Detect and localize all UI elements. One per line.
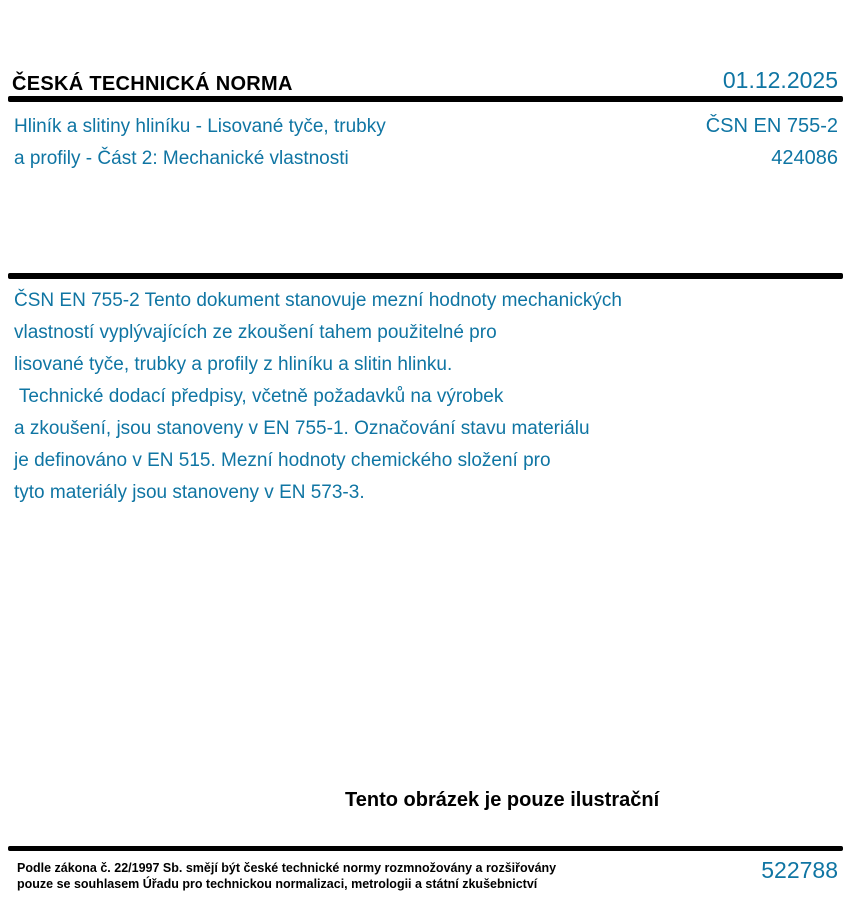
legal-notice-line-2: pouze se souhlasem Úřadu pro technickou normalizaci, metrologii a státní zkušebnictví: [17, 877, 538, 891]
legal-notice: [17, 860, 556, 892]
abstract-divider: [8, 273, 843, 279]
abstract-line: ČSN EN 755-2 Tento dokument stanovuje mezní hodnoty mechanických: [14, 290, 622, 311]
document-title: [14, 111, 386, 175]
abstract-text: [14, 285, 622, 509]
document-codes: [706, 110, 838, 174]
document-title-line-1: Hliník a slitiny hliníku - Lisované tyče, trubky: [14, 116, 386, 137]
illustration-note: Tento obrázek je pouze ilustrační: [345, 789, 660, 811]
document-title-line-2: a profily - Část 2: Mechanické vlastnosti: [14, 148, 349, 169]
standard-code: ČSN EN 755-2: [705, 115, 838, 137]
abstract-line: je definováno v EN 515. Mezní hodnoty chemického složení pro: [14, 450, 551, 471]
catalog-number: 424086: [771, 147, 838, 169]
abstract-line: vlastností vyplývajících ze zkoušení tahem použitelné pro: [14, 322, 497, 343]
legal-notice-line-1: Podle zákona č. 22/1997 Sb. smějí být české technické normy rozmnožovány a rozšiřovány: [17, 861, 557, 875]
masthead-title: ČESKÁ TECHNICKÁ NORMA: [12, 73, 293, 95]
abstract-line: tyto materiály jsou stanoveny v EN 573-3.: [14, 482, 365, 503]
abstract-line: Technické dodací předpisy, včetně požadavků na výrobek: [14, 386, 504, 407]
abstract-line: a zkoušení, jsou stanoveny v EN 755-1. Označování stavu materiálu: [14, 418, 590, 439]
issue-date: 01.12.2025: [722, 67, 838, 93]
masthead-divider: [8, 96, 843, 102]
footer-divider: [8, 846, 843, 851]
abstract-line: lisované tyče, trubky a profily z hliníku a slitin hlinku.: [14, 354, 453, 375]
footer-code: 522788: [761, 857, 838, 883]
